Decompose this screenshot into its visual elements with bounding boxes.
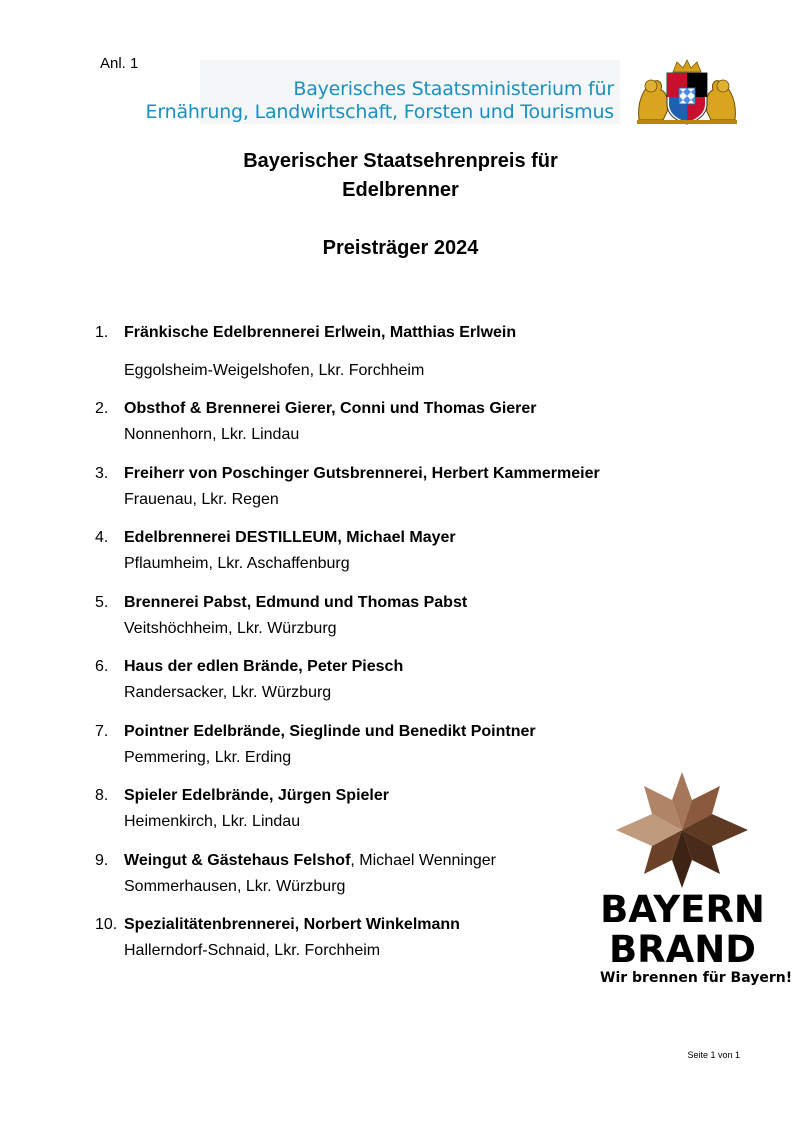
winner-name: Edelbrennerei DESTILLEUM, Michael Mayer [124,529,456,546]
list-item-number: 9. [95,852,109,869]
list-item-number: 6. [95,658,109,675]
winner-name: Pointner Edelbrände, Sieglinde und Benedikt Pointner [124,723,536,740]
winner-place: Frauenau, Lkr. Regen [124,491,279,508]
brand-line2: BRAND [608,928,756,971]
page-number: Seite 1 von 1 [687,1050,740,1060]
winner-place: Sommerhausen, Lkr. Würzburg [124,878,346,895]
winner-place: Pemmering, Lkr. Erding [124,749,292,766]
winner-place: Randersacker, Lkr. Würzburg [124,684,332,701]
list-item-number: 4. [95,529,109,546]
brand-tagline: Wir brennen für Bayern! [600,970,793,986]
star-icon [612,770,752,890]
list-item-number: 5. [95,594,109,611]
winner-place: Pflaumheim, Lkr. Aschaffenburg [124,555,350,572]
list-item-number: 2. [95,400,109,417]
page-subtitle: Preisträger 2024 [322,237,479,259]
annex-label: Anl. 1 [100,55,139,72]
ministry-name-line1: Bayerisches Staatsministerium für [293,78,614,100]
winner-name: Haus der edlen Brände, Peter Piesch [124,658,404,675]
winner-place: Heimenkirch, Lkr. Lindau [124,813,301,830]
winner-name: Spieler Edelbrände, Jürgen Spieler [124,787,389,804]
page-title-line1: Bayerischer Staatsehrenpreis für [243,150,558,172]
winner-place: Veitshöchheim, Lkr. Würzburg [124,620,337,637]
list-item-number: 3. [95,465,109,482]
list-item-number: 10. [95,916,118,933]
brand-line1: BAYERN [600,888,765,931]
winner-name: Obsthof & Brennerei Gierer, Conni und Thomas Gierer [124,400,537,417]
list-item-number: 7. [95,723,109,740]
winner-name: Freiherr von Poschinger Gutsbrennerei, Herbert Kammermeier [124,465,600,482]
winner-place: Nonnenhorn, Lkr. Lindau [124,426,300,443]
page-title-line2: Edelbrenner [342,179,459,201]
list-item-number: 8. [95,787,109,804]
winner-place: Hallerndorf-Schnaid, Lkr. Forchheim [124,942,381,959]
winner-name: Brennerei Pabst, Edmund und Thomas Pabst [124,594,468,611]
winner-name: Fränkische Edelbrennerei Erlwein, Matthias Erlwein [124,324,517,341]
winner-name: Weingut & Gästehaus Felshof, Michael Wenninger [124,852,496,869]
bavarian-coat-of-arms-icon [633,58,741,126]
bayern-brand-logo [600,770,793,986]
winner-name: Spezialitätenbrennerei, Norbert Winkelmann [124,916,460,933]
list-item-number: 1. [95,324,109,341]
ministry-name-line2: Ernährung, Landwirtschaft, Forsten und Tourismus [145,101,614,123]
winner-place: Eggolsheim-Weigelshofen, Lkr. Forchheim [124,362,425,379]
ministry-logo [145,60,620,124]
